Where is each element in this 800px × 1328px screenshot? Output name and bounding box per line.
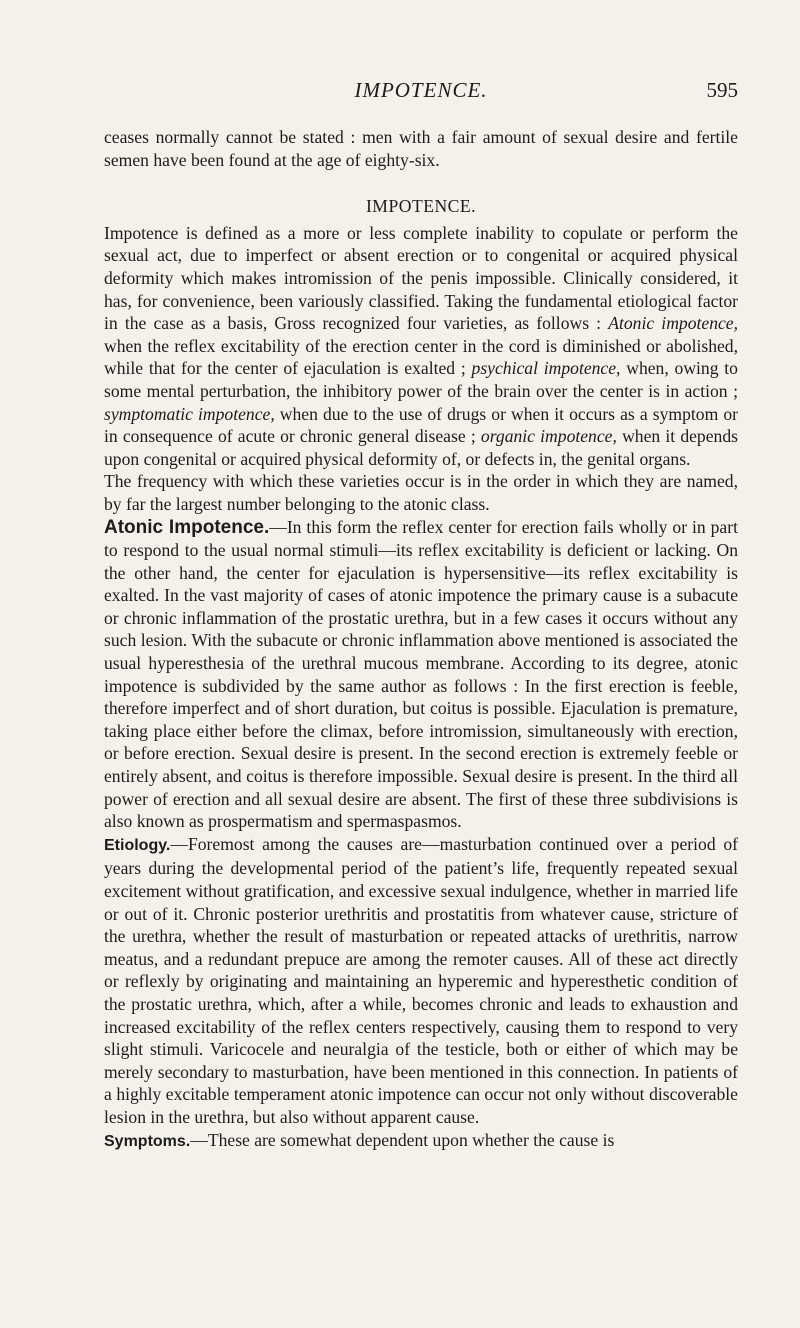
body-text [104,126,738,1153]
variety-term: Atonic impotence, [608,313,739,334]
page-number: 595 [706,78,738,102]
variety-term: symptomatic impotence, [104,403,275,424]
variety-text: when it depends upon congenital or acquired physical deformity of, or defects in, the genital organs. [104,426,738,469]
atonic-paragraph [104,516,738,833]
variety-text: when due to the use of drugs or when it occurs as a symptom or in consequence of acute or chronic general disease ; [104,403,738,447]
variety-text: when the reflex excitability of the erection center in the cord is diminished or abolished, while that for the center of ejaculation is exalted ; [104,335,738,379]
atonic-heading: Atonic Impotence. [104,516,270,538]
running-head [104,78,738,108]
etiology-heading: Etiology. [104,836,171,854]
section-heading: IMPOTENCE. [365,196,477,217]
running-title: IMPOTENCE. [354,78,488,102]
definition-text: Impotence is defined as a more or less complete inability to copulate or perform the sexual act, due to imperfect or absent erection or to congenital or acquired physical deformity which makes intromission of the penis impossible. Clinically considered, it has, for convenience, been variously classified. Taking the fundamental etiological factor in the case as a basis, Gross recognized four varieties, as follows : [104,222,738,334]
etiology-text: —Foremost among the causes are—masturbation continued over a period of years during the developmental period of the patient’s life, frequently repeated sexual excitement without gratification, and excessive sexual indulgence, whether in married life or out of it. Chronic posterior urethritis and prostatitis from whatever cause, stricture of the urethra, whether the result of masturbation or repeated attacks of urethritis, narrow meatus, and a redundant prepuce are among the remoter causes. All of these act directly or reflexly by originating and maintaining an hyperemic and hyperesthetic condition of the prostatic urethra, which, after a while, becomes chronic and leads to exhaustion and increased excitability of the reflex centers respectively, causing them to respond to very slight stimuli. Varicocele and neuralgia of the testicle, both or either of which may be merely secondary to masturbation, have been mentioned in this connection. In patients of a highly excitable temperament atonic impotence can occur not only without discoverable lesion in the urethra, but also without apparent cause. [104,833,738,1127]
variety-term: organic impotence, [480,426,617,447]
variety-term: psychical impotence, [471,358,621,379]
etiology-paragraph [104,833,738,1129]
frequency-paragraph: The frequency with which these varieties occur is in the order in which they are named, by far the largest number belonging to the atonic class. [104,471,738,514]
variety-text: when, owing to some mental perturbation, the inhibitory power of the brain over the center is in action ; [104,358,738,401]
symptoms-text: —These are somewhat dependent upon whether the cause is [190,1129,615,1150]
continuation-paragraph: ceases normally cannot be stated : men with a fair amount of sexual desire and fertile semen have been found at the age of eighty-six. [104,127,738,170]
symptoms-paragraph [104,1129,738,1154]
definition-paragraph [104,222,738,471]
symptoms-heading: Symptoms. [104,1132,191,1150]
atonic-text: —In this form the reflex center for erection fails wholly or in part to respond to the usual normal stimuli—its reflex excitability is deficient or lacking. On the other hand, the center for ejaculation is hypersensitive—its reflex excitability is exalted. In the vast majority of cases of atonic impotence the primary cause is a subacute or chronic inflammation of the prostatic urethra, but in a few cases it occurs without any such lesion. With the subacute or chronic inflammation above mentioned is associated the usual hyperesthesia of the urethral mucous membrane. According to its degree, atonic impotence is subdivided by the same author as follows : In the first erection is feeble, therefore imperfect and of short duration, but coitus is possible. Ejaculation is premature, taking place either before the climax, before intromission, simultaneously with erection, or before erection. Sexual desire is present. In the second erection is extremely feeble or entirely absent, and coitus is therefore impossible. Sexual desire is present. In the third all power of erection and all sexual desire are absent. The first of these three subdivisions is also known as prospermatism and spermaspasmos. [104,516,738,832]
